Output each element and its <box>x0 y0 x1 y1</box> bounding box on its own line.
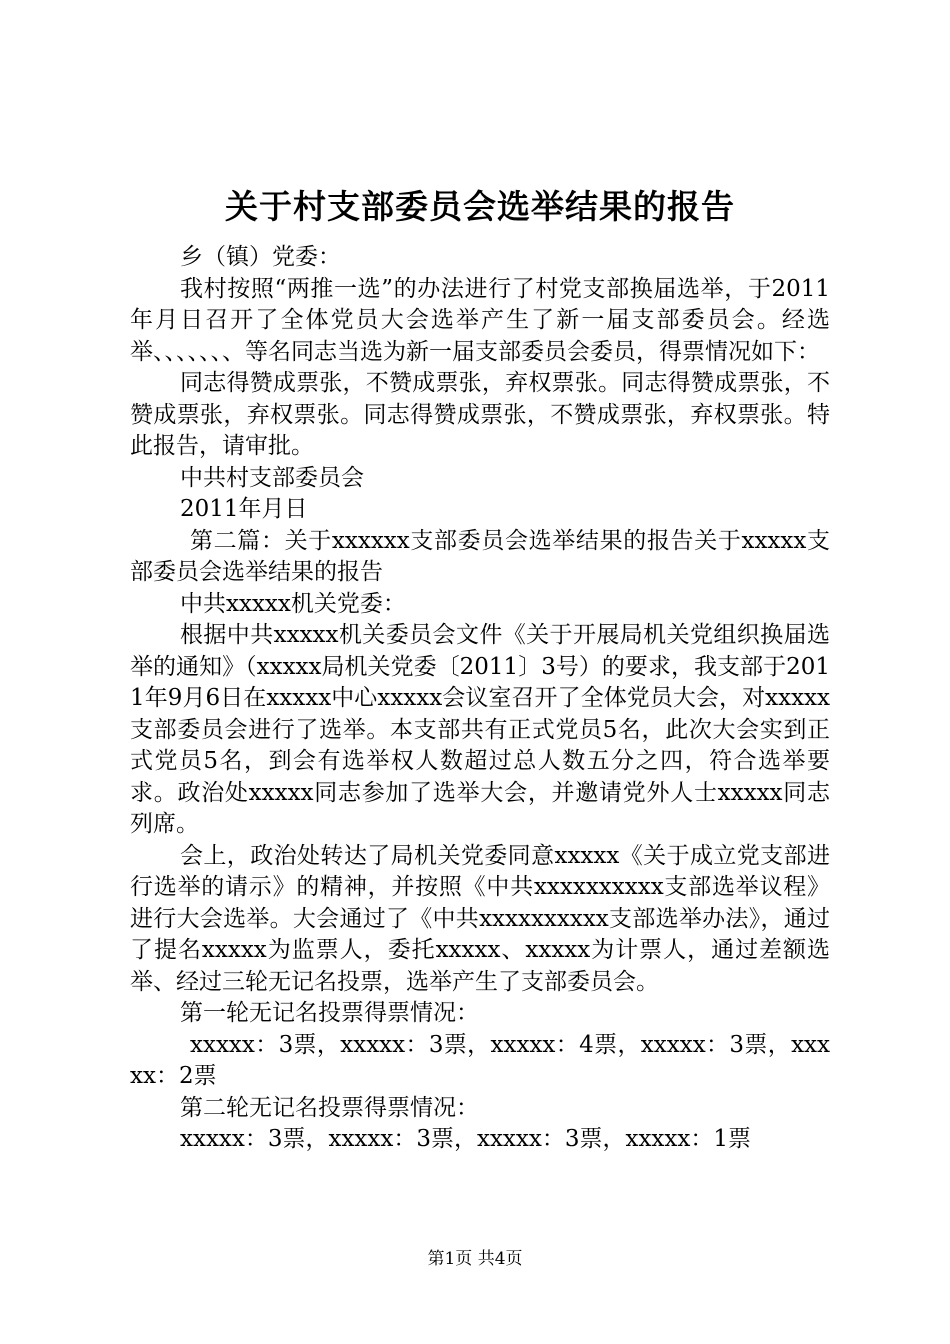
section-heading: 第二篇：关于xxxxxx支部委员会选举结果的报告关于xxxxx支部委员会选举结果的报告 <box>130 527 830 585</box>
vote-round-heading: 第二轮无记名投票得票情况： <box>180 1094 479 1121</box>
vote-results: xxxxx：3票，xxxxx：3票，xxxxx：4票，xxxxx：3票，xxxxx：2票 <box>130 1031 830 1089</box>
document-body <box>130 180 830 1156</box>
vote-results: xxxxx：3票，xxxxx：3票，xxxxx：3票，xxxxx：1票 <box>180 1126 751 1152</box>
document-title: 关于村支部委员会选举结果的报告 <box>225 187 735 226</box>
body-paragraph: 同志得赞成票张，不赞成票张，弃权票张。同志得赞成票张，不赞成票张，弃权票张。同志得赞成票张，不赞成票张，弃权票张。特此报告，请审批。 <box>130 370 830 459</box>
salutation: 乡（镇）党委： <box>180 244 341 270</box>
body-paragraph: 我村按照“两推一选”的办法进行了村党支部换届选举，于2011年月日召开了全体党员大会选举产生了新一届支部委员会。经选举、、、、、、、等名同志当选为新一届支部委员会委员，得票情况如下： <box>130 275 830 365</box>
signature-date: 2011年月日 <box>180 496 308 522</box>
salutation: 中共xxxxx机关党委： <box>180 590 406 617</box>
page-footer: 第1页 共4页 <box>427 1249 523 1269</box>
body-paragraph: 会上，政治处转达了局机关党委同意xxxxx《关于成立党支部进行选举的请示》的精神，并按照《中共xxxxxxxxxx支部选举议程》进行大会选举。大会通过了《中共xxxxxxxxxx支部选举办法》，通过了提名xxxxx为监票人，委托xxxxx、xxxxx为计票人，通过差额选举、经过三轮无记名投票，选举产生了支部委员会。 <box>130 842 830 995</box>
body-paragraph: 根据中共xxxxx机关委员会文件《关于开展局机关党组织换届选举的通知》（xxxxx局机关党委〔2011〕3号）的要求，我支部于2011年9月6日在xxxxx中心xxxxx会议室召开了全体党员大会，对xxxxx支部委员会进行了选举。本支部共有正式党员5名，此次大会实到正式党员5名，到会有选举权人数超过总人数五分之四，符合选举要求。政治处xxxxx同志参加了选举大会，并邀请党外人士xxxxx同志列席。 <box>130 622 830 837</box>
vote-round-heading: 第一轮无记名投票得票情况： <box>180 1000 479 1026</box>
signature-org: 中共村支部委员会 <box>180 464 364 491</box>
